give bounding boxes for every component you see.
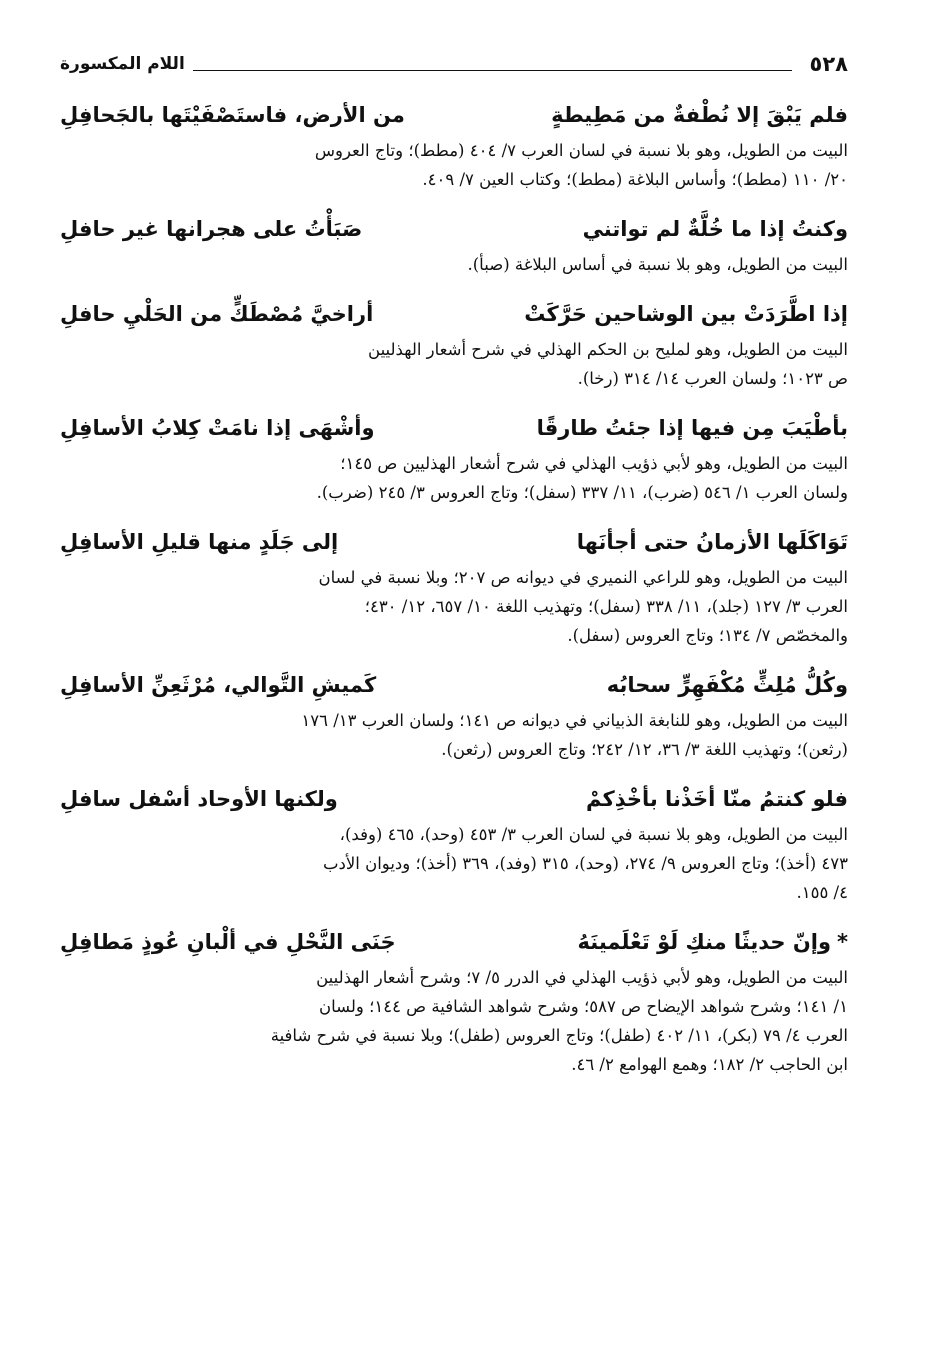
verse-line [60,515,848,563]
verse-line [60,401,848,449]
commentary-line: البيت من الطويل، وهو لأبي ذؤيب الهذلي في الدرر ٥/ ٧؛ وشرح أشعار الهذليين [316,968,848,987]
first-hemistich: إذا اطَّرَدَتْ بين الوشاحين حَرَّكَتْ [524,302,848,326]
verse-line [60,202,848,250]
verse-entry [60,515,848,650]
verse-commentary [60,820,848,907]
verse-line [60,88,848,136]
first-hemistich: بأطْيَبَ مِن فيها إذا جئتُ طارقًا [536,416,848,440]
commentary-line: البيت من الطويل، وهو لمليح بن الحكم الهذلي في شرح أشعار الهذليين [368,340,848,359]
commentary-line: البيت من الطويل، وهو بلا نسبة في لسان العرب ٧/ ٤٠٤ (مطط)؛ وتاج العروس [314,141,848,160]
verse-line [60,658,848,706]
commentary-line: ٢٠/ ١١٠ (مطط)؛ وأساس البلاغة (مطط)؛ وكتاب العين ٧/ ٤٠٩. [422,170,848,189]
commentary-line: البيت من الطويل، وهو بلا نسبة في لسان العرب ٣/ ٤٥٣ (وحد)، ٤٦٥ (وفد)، [339,825,848,844]
commentary-line: العرب ٤/ ٧٩ (بكر)، ١١/ ٤٠٢ (طفل)؛ وتاج العروس (طفل)؛ وبلا نسبة في شرح شافية [270,1026,848,1045]
verse-commentary [60,563,848,650]
commentary-line: العرب ٣/ ١٢٧ (جلد)، ١١/ ٣٣٨ (سفل)؛ وتهذيب اللغة ١٠/ ٦٥٧، ١٢/ ٤٣٠؛ [364,597,848,616]
first-hemistich: فلو كنتمُ منّا أخَذْنا بأخْذِكمْ [586,787,848,811]
verse-commentary [60,963,848,1079]
first-hemistich [578,921,848,963]
verse-entry [60,202,848,279]
second-hemistich: من الأرض، فاستَصْفَيْتَها بالجَحافِلِ [60,103,405,127]
commentary-line: البيت من الطويل، وهو لأبي ذؤيب الهذلي في شرح أشعار الهذليين ص ١٤٥؛ [340,454,848,473]
second-hemistich: صَبَأْتُ على هجرانها غير حافلِ [60,217,363,241]
commentary-line: (رثعن)؛ وتهذيب اللغة ٣/ ٣٦، ١٢/ ٢٤٢؛ وتاج العروس (رثعن). [441,740,848,759]
second-hemistich: وأشْهَى إذا نامَتْ كِلابُ الأسافِلِ [60,416,375,440]
second-hemistich: أراخيَّ مُصْطَكٍّ من الحَلْيِ حافلِ [60,302,374,326]
commentary-line: ابن الحاجب ٢/ ١٨٢؛ وهمع الهوامع ٢/ ٤٦. [571,1055,848,1074]
first-hemistich: فلم يَبْقَ إلا نُطْفةٌ من مَطِيطةٍ [551,103,848,127]
commentary-line: ٤/ ١٥٥. [796,883,848,902]
entry-list [60,88,848,1079]
first-hemistich: وكُلُّ مُلِثٍّ مُكْفَهِرٍّ سحابُه [606,673,848,697]
first-hemistich: وكنتُ إذا ما خُلَّةٌ لم تواتني [582,217,848,241]
verse-entry [60,88,848,194]
verse-entry [60,772,848,907]
verse-line [60,772,848,820]
first-hemistich: تَوَاكَلَها الأزمانُ حتى أجأنَها [576,530,848,554]
second-hemistich: ولكنها الأوحاد أسْفل سافلِ [60,787,338,811]
commentary-line: البيت من الطويل، وهو بلا نسبة في أساس البلاغة (صبأ). [467,255,848,274]
commentary-line: البيت من الطويل، وهو للراعي النميري في ديوانه ص ٢٠٧؛ وبلا نسبة في لسان [318,568,848,587]
second-hemistich: جَنَى النَّحْلِ في ألْبانِ عُوذٍ مَطافِلِ [60,930,396,954]
commentary-line: ١/ ١٤١؛ وشرح شواهد الإيضاح ص ٥٨٧؛ وشرح شواهد الشافية ص ١٤٤؛ ولسان [318,997,848,1016]
commentary-line: ص ١٠٢٣؛ ولسان العرب ١٤/ ٣١٤ (رخا). [577,369,848,388]
first-hemistich-text: وإنّ حديثًا منكِ لَوْ تَعْلَمينَهُ [577,930,832,954]
verse-commentary [60,706,848,764]
verse-entry [60,915,848,1079]
second-hemistich: إلى جَلَدٍ منها قليلِ الأسافِلِ [60,530,339,554]
commentary-line: البيت من الطويل، وهو للنابغة الذبياني في ديوانه ص ١٤١؛ ولسان العرب ١٣/ ١٧٦ [301,711,848,730]
verse-line [60,915,848,963]
verse-entry [60,401,848,507]
header-rule [193,70,792,71]
verse-commentary [60,136,848,194]
verse-commentary [60,250,848,279]
verse-commentary [60,335,848,393]
second-hemistich: كَميشِ التَّوالي، مُرْثَعِنِّ الأسافِلِ [60,673,377,697]
verse-entry [60,287,848,393]
commentary-line: والمخصّص ٧/ ١٣٤؛ وتاج العروس (سفل). [567,626,848,645]
verse-line [60,287,848,335]
asterisk-marker: * [837,930,848,954]
verse-commentary [60,449,848,507]
page-header [60,40,848,88]
chapter-title: اللام المكسورة [60,54,185,74]
page-number: ٥٢٨ [809,52,848,76]
commentary-line: ٤٧٣ (أخذ)؛ وتاج العروس ٩/ ٢٧٤، (وحد)، ٣١٥ (وفد)، ٣٦٩ (أخذ)؛ وديوان الأدب [322,854,848,873]
commentary-line: ولسان العرب ١/ ٥٤٦ (ضرب)، ١١/ ٣٣٧ (سفل)؛ وتاج العروس ٣/ ٢٤٥ (ضرب). [316,483,848,502]
verse-entry [60,658,848,764]
